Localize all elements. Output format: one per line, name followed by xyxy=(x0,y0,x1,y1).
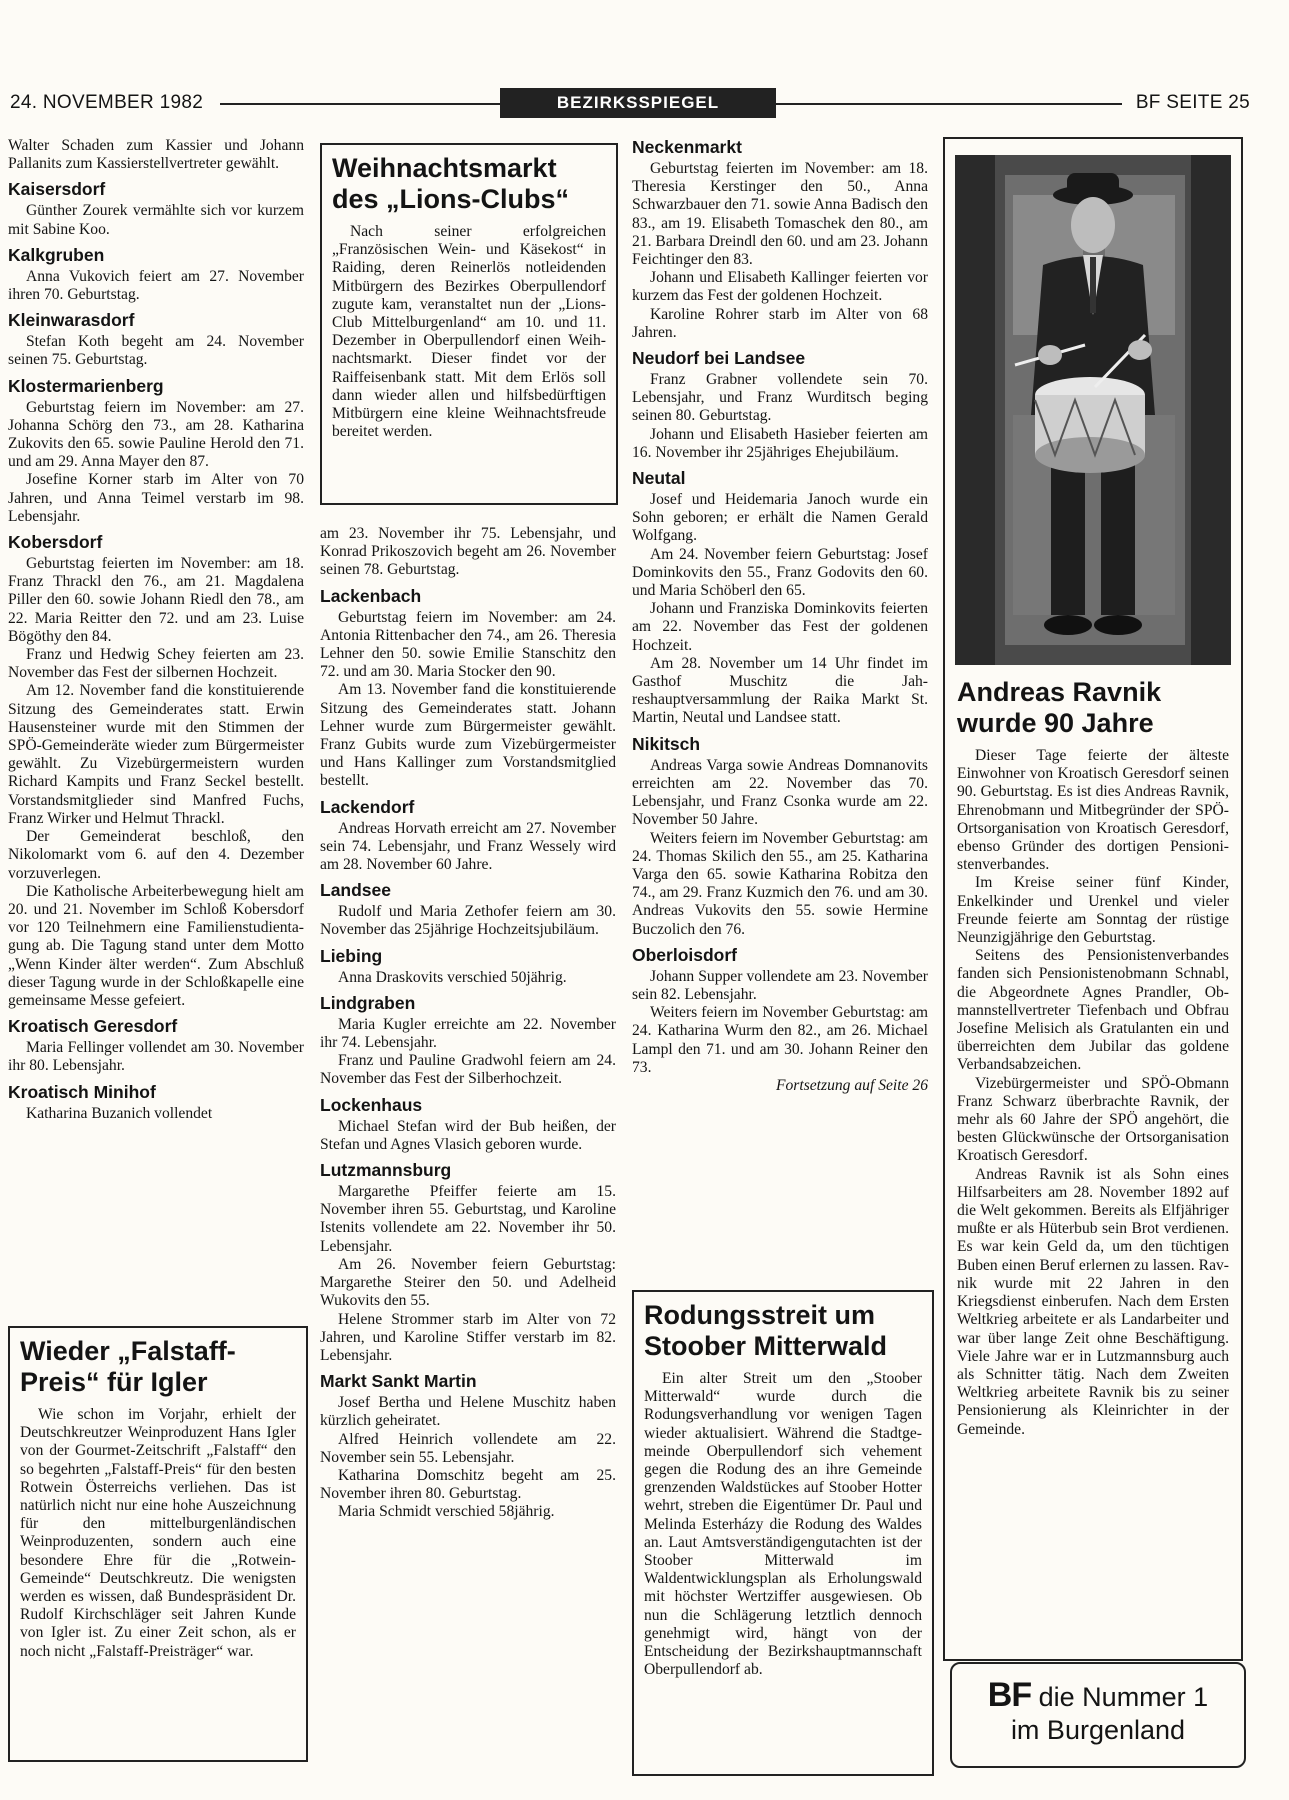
heading-lindgraben: Lindgraben xyxy=(320,992,416,1013)
masthead-rule-left xyxy=(220,103,500,105)
paragraph: Johann und Elisabeth Kallinger feierten vor kurzem das Fest der goldenen Hochzeit. xyxy=(632,269,928,305)
paragraph: Johann und Franziska Dominkovits feierten am 22. November das Fest der goldenen Hochzeit. xyxy=(632,600,928,654)
paragraph: Am 28. November um 14 Uhr findet im Gasthof Muschitz die Jahreshauptversammlung der Raika Markt St. Martin, Neutal und Landsee statt. xyxy=(632,654,928,727)
col2-intro: am 23. November ihr 75. Lebensjahr, und Konrad Prikoszovich begeht am 26. November seinen 78. Geburtstag. xyxy=(320,525,616,579)
paragraph: Geburtstag feierten im November: am 18. Franz Thrackl den 76., am 21. Magdalena Piller den 60. sowie Johann Riedl den 78., am 22. Maria Reitter den 72. und am 23. Luise Bögöthy den 84. xyxy=(8,555,304,645)
ad-line-2: im Burgenland xyxy=(1010,1715,1186,1745)
paragraph: Michael Stefan wird der Bub heißen, der Stefan und Agnes Vlasich geboren wurde. xyxy=(320,1117,616,1153)
article-title-falstaff: Wieder „Falstaff-Preis“ für Igler xyxy=(20,1336,236,1397)
heading-neckenmarkt: Neckenmarkt xyxy=(632,137,742,157)
heading-kaisersdorf: Kaisersdorf xyxy=(8,179,106,200)
article-title-ravnik: Andreas Ravnik wurde 90 Jahre xyxy=(957,677,1162,738)
paragraph: Josef Bertha und Helene Muschitz haben kürzlich geheiratet. xyxy=(320,1394,616,1430)
paragraph: Katharina Buzanich vollendet xyxy=(26,1104,213,1122)
paragraph: Vizebürgermeister und SPÖ-Obmann Franz Schwarz überbrachte Ravnik, der mehr als 60 Jahre der SPÖ angehört, die besten Glückwünsche der Ortsorganisation Kroatisch Geresdorf. xyxy=(957,1074,1229,1165)
heading-nikitsch: Nikitsch xyxy=(632,733,701,754)
heading-landsee: Landsee xyxy=(320,880,391,901)
col1-intro: Walter Schaden zum Kassier und Johann Pallanits zum Kassierstellvertreter gewählt. xyxy=(8,137,304,173)
paragraph: Die Katholische Arbeiterbewegung hielt am 20. und 21. November im Schloß Kobersdorf vor 120 Teilnehmern eine Familienstudientagung ab. Die Tagung stand unter dem Motto „Wenn Kinder älter werden“. Zum Abschluß dieser Tagung wurde in der Schloßkapelle eine gemeinsame Messe gefeiert. xyxy=(8,882,304,1009)
paragraph: Am 24. November feiern Geburtstag: Josef Dominkovits den 55., Franz Godovits den 60. und Maria Schöberl den 65. xyxy=(632,545,928,600)
paragraph: Margarethe Pfeiffer feierte am 15. November ihren 55. Geburtstag, und Karoline Istenits vollendete am 22. November ihr 50. Lebensjahr. xyxy=(320,1183,616,1255)
paragraph: Franz und Hedwig Schey feierten am 23. November das Fest der silbernen Hochzeit. xyxy=(8,646,304,682)
paragraph: Am 13. November fand die konstituierende Sitzung des Gemeinderates statt. Johann Lehner wurde zum Bürgermeister gewählt. Franz Gubits wurde zum Vizebürgermeister und Hans Kallinger zum Vorstandsmitglied bestellt. xyxy=(320,681,616,790)
heading-lutzmannsburg: Lutzmannsburg xyxy=(320,1160,452,1181)
paragraph: Maria Schmidt verschied 58jährig. xyxy=(338,1503,555,1521)
article-box-ravnik xyxy=(943,137,1243,1661)
paragraph: Franz Grabner vollendete sein 70. Lebensjahr, und Franz Wurditsch beging seinen 80. Geburtstag. xyxy=(632,371,928,425)
ad-brand: BF xyxy=(987,1676,1032,1714)
article-text-rodung: Ein alter Streit um den „Stoober Mitterwald“ wurde durch die Rodungsverhandlung vor wenigen Tagen wieder aktualisiert. Während die Stadtgemeinde Oberpullendorf sich vehement gegen die Rodung des an ihre Gemeinde grenzenden Waldstückes auf Stoober Hotter wehrt, streben die Eigentümer Dr. Paul und Melinda Esterházy die Rodung des Waldes an. Laut Amtsverständigengutachten ist der Stoober Mitterwald im Waldentwicklungsplan als Erholungswald mit höchster Wertziffer ausgewiesen. Ob nun die Schlägerung letztlich dennoch genehmigt wird, hängt von der Entscheidung der Bezirkshauptmannschaft Oberpullendorf ab. xyxy=(644,1370,922,1679)
paragraph: Im Kreise seiner fünf Kinder, Enkelkinder und Urenkel und vieler Freunde feierte am Sonntag der rüstige Neunzigjährige den Geburtstag. xyxy=(957,874,1229,947)
heading-klostermarienberg: Klostermarienberg xyxy=(8,375,164,396)
article-box-rodung xyxy=(632,1290,934,1776)
photo-drummer xyxy=(955,155,1231,665)
masthead xyxy=(10,88,1250,118)
heading-kroatisch-minihof: Kroatisch Minihof xyxy=(8,1081,156,1102)
heading-lockenhaus: Lockenhaus xyxy=(320,1094,423,1115)
paragraph: Geburtstag feiern im November: am 24. Antonia Rittenbacher den 74., am 26. Theresia Lehner den 50. sowie Emilie Stanschitz den 72. und am 30. Maria Stocker den 90. xyxy=(320,608,616,681)
heading-neudorf-bei-landsee: Neudorf bei Landsee xyxy=(632,348,806,369)
heading-lackendorf: Lackendorf xyxy=(320,796,415,817)
page-number: BF SEITE 25 xyxy=(1135,92,1250,113)
heading-oberloisdorf: Oberloisdorf xyxy=(632,944,738,965)
paragraph: Am 26. November feiern Geburtstag: Margarethe Steirer den 50. und Adelheid Wukovits den 55. xyxy=(320,1255,616,1310)
paragraph: Josefine Korner starb im Alter von 70 Jahren, und Anna Teimel verstarb im 98. Lebensjahr. xyxy=(8,471,304,525)
ad-line-1: die Nummer 1 xyxy=(1038,1682,1209,1712)
heading-liebing: Liebing xyxy=(320,945,383,966)
column-2 xyxy=(320,525,616,1775)
column-1 xyxy=(8,137,304,1312)
article-text-falstaff: Wie schon im Vorjahr, erhielt der Deutschkreutzer Weinproduzent Hans Igler von der Gourmet-Zeitschrift „Falstaff“ den so begehrten „Falstaff-Preis“ für den besten Rotwein Österreichs verliehen. Das ist natürlich nicht nur eine hohe Auszeichnung für den mittelburgenländischen Weinproduzenten, sondern auch eine besondere Ehre für die „Rotwein-Gemeinde“ Deutschkreutz. Die wenigsten werden es wissen, daß Bundespräsident Dr. Rudolf Kirchschläger seit Jahren Kunde von Igler ist. Zu einer Zeit schon, als er noch nicht „Falstaff-Preisträger“ war. xyxy=(20,1406,296,1660)
heading-neutal: Neutal xyxy=(632,468,686,489)
paragraph: Stefan Koth begeht am 24. November seinen 75. Geburtstag. xyxy=(8,333,304,369)
advertisement-bf xyxy=(950,1662,1246,1768)
paragraph: Maria Kugler erreichte am 22. November ihr 74. Lebensjahr. xyxy=(320,1015,616,1052)
heading-kroatisch-geresdorf: Kroatisch Geresdorf xyxy=(8,1016,178,1037)
article-box-falstaff xyxy=(8,1326,308,1762)
masthead-rule-right xyxy=(772,103,1122,105)
paragraph: Johann Supper vollendete am 23. November sein 82. Lebensjahr. xyxy=(632,967,928,1003)
paragraph: Weiters feiern im November Geburtstag: am 24. Katharina Wurm den 82., am 26. Michael Lampl den 71. und am 30. Johann Reiner den 73. xyxy=(632,1004,928,1076)
paragraph: Andreas Varga sowie Andreas Domnanovits erreichten am 22. November das 70. Lebensjahr, und Franz Csonka wurde am 22. November 50 Jahre. xyxy=(632,756,928,829)
section-title: BEZIRKSSPIEGEL xyxy=(500,88,776,118)
paragraph: Weiters feiern im November Geburtstag: am 24. Thomas Skilich den 55., am 25. Katharina Varga den 65. sowie Katharina Robitza den 74., am 29. Franz Kuzmich den 76. und am 30. Andreas Vukovits den 55. sowie Hermine Buczolich den 76. xyxy=(632,829,928,938)
paragraph: Am 12. November fand die konstituierende Sitzung des Gemeinderates statt. Erwin Hausensteiner wurde mit den Stimmen der SPÖ-Gemeinderäte wieder zum Bürgermeister gewählt. Zu Vizebürgermeistern wurden Richard Kampits und Franz Seckel bestellt. Vorstandsmitglieder sind Manfred Fuchs, Franz Wirker und Helmut Thrackl. xyxy=(8,682,304,827)
paragraph: Seitens des Pensionistenverbandes fanden sich Pensionistenobmann Schnabl, die Abgeordnete Agnes Prandler, Obmannstellvertreter Tiefenbach und Obfrau Josefine Melisich als Gratulanten ein und überreichten dem Jubilar das goldene Verbandsabzeichen. xyxy=(957,947,1229,1074)
article-title-lions: Weihnachtsmarkt des „Lions-Clubs“ xyxy=(332,153,570,214)
paragraph: Helene Strommer starb im Alter von 72 Jahren, und Karoline Stiffer verstarb im 82. Lebensjahr. xyxy=(320,1310,616,1364)
paragraph: Johann und Elisabeth Hasieber feierten am 16. November ihr 25jähriges Ehejubiläum. xyxy=(632,425,928,461)
paragraph: Geburtstag feierten im November: am 18. Theresia Kerstinger den 50., Anna Schwarzbauer den 71. sowie Anna Badisch den 83., am 19. Elisabeth Tomaschek den 80., am 21. Barbara Dreindl den 60. und am 23. Johann Feichtinger den 83. xyxy=(632,160,928,269)
paragraph: Josef und Heidemaria Janoch wurde ein Sohn geboren; er erhält die Namen Gerald Wolfgang. xyxy=(632,491,928,545)
paragraph: Franz und Pauline Gradwohl feiern am 24. November das Fest der Silberhochzeit. xyxy=(320,1052,616,1088)
paragraph: Katharina Domschitz begeht am 25. November ihren 80. Geburtstag. xyxy=(320,1466,616,1503)
heading-kleinwarasdorf: Kleinwarasdorf xyxy=(8,310,135,331)
heading-markt-sankt-martin: Markt Sankt Martin xyxy=(320,1371,477,1392)
paragraph: Dieser Tage feierte der älteste Einwohner von Kroatisch Geresdorf seinen 90. Geburtstag. Es ist dies Andreas Ravnik, Ehrenobmann und Mitbegründer der SPÖ-Ortsorganisation von Kroatisch Geresdorf, ebenso Gründer des dortigen Pensionistenverbandes. xyxy=(957,747,1229,874)
heading-kobersdorf: Kobersdorf xyxy=(8,532,103,553)
paragraph: Karoline Rohrer starb im Alter von 68 Jahren. xyxy=(632,305,928,341)
paragraph: Günther Zourek vermählte sich vor kurzem mit Sabine Koo. xyxy=(8,202,304,238)
heading-kalkgruben: Kalkgruben xyxy=(8,244,105,265)
paragraph: Anna Vukovich feiert am 27. November ihren 70. Geburtstag. xyxy=(8,267,304,304)
article-title-rodung: Rodungsstreit um Stoober Mitterwald xyxy=(644,1300,888,1361)
paragraph: Geburtstag feiern im November: am 27. Johanna Schörg den 73., am 28. Katharina Zukovits den 65. sowie Pauline Herold den 71. und am 29. Anna Mayer den 87. xyxy=(8,398,304,471)
article-box-lions xyxy=(320,143,618,505)
article-text-lions: Nach seiner erfolgreichen „Französischen Wein- und Käsekost“ in Raiding, deren Reinerlös notleidenden Mitbürgern des Bezirkes Oberpullendorf zugute kam, veranstaltet nun der „Lions-Club Mittelburgenland“ am 10. und 11. Dezember in Oberpullendorf einen Weihnachtsmarkt. Dieser findet vor der Raiffeisenbank statt. Mit dem Erlös soll dann wieder allen und hilfsbedürftigen Mitbürgern eine kleine Weihnachtsfreude bereitet werden. xyxy=(332,223,606,441)
paragraph: Alfred Heinrich vollendete am 22. November sein 55. Lebensjahr. xyxy=(320,1430,616,1466)
paragraph: Der Gemeinderat beschloß, den Nikolomarkt vom 6. auf den 4. Dezember vorzuverlegen. xyxy=(8,828,304,882)
continued-link: Fortsetzung auf Seite 26 xyxy=(775,1076,928,1094)
paragraph: Anna Draskovits verschied 50jährig. xyxy=(338,968,567,986)
issue-date: 24. NOVEMBER 1982 xyxy=(10,92,204,113)
heading-lackenbach: Lackenbach xyxy=(320,585,422,606)
paragraph: Rudolf und Maria Zethofer feiern am 30. November das 25jährige Hochzeitsjubiläum. xyxy=(320,903,616,939)
column-3 xyxy=(632,137,928,1270)
photo-drummer-illustration xyxy=(955,155,1231,665)
paragraph: Andreas Ravnik ist als Sohn eines Hilfsarbeiters am 28. November 1892 auf die Welt gekommen. Bereits als Elfjähriger mußte er als Hüterbub sein Brot verdienen. Es war kein Geld da, um den tüchtigen Buben einen Beruf erlernen zu lassen. Ravnik wurde mit 22 Jahren in den Kriegsdienst einberufen. Nach dem Ersten Weltkrieg arbeitete er als Landarbeiter und war über lange Zeit ohne Beschäftigung. Viele Jahre war er in Lutzmannsburg auch als Schnitter tätig. Nach dem Zweiten Weltkrieg arbeitete Ravnik bis zu seiner Pensionierung als Kleinrichter in der Gemeinde. xyxy=(957,1165,1229,1438)
paragraph: Maria Fellinger vollendet am 30. November ihr 80. Lebensjahr. xyxy=(8,1039,304,1075)
paragraph: Andreas Horvath erreicht am 27. November sein 74. Lebensjahr, und Franz Wessely wird am 28. November 60 Jahre. xyxy=(320,819,616,874)
